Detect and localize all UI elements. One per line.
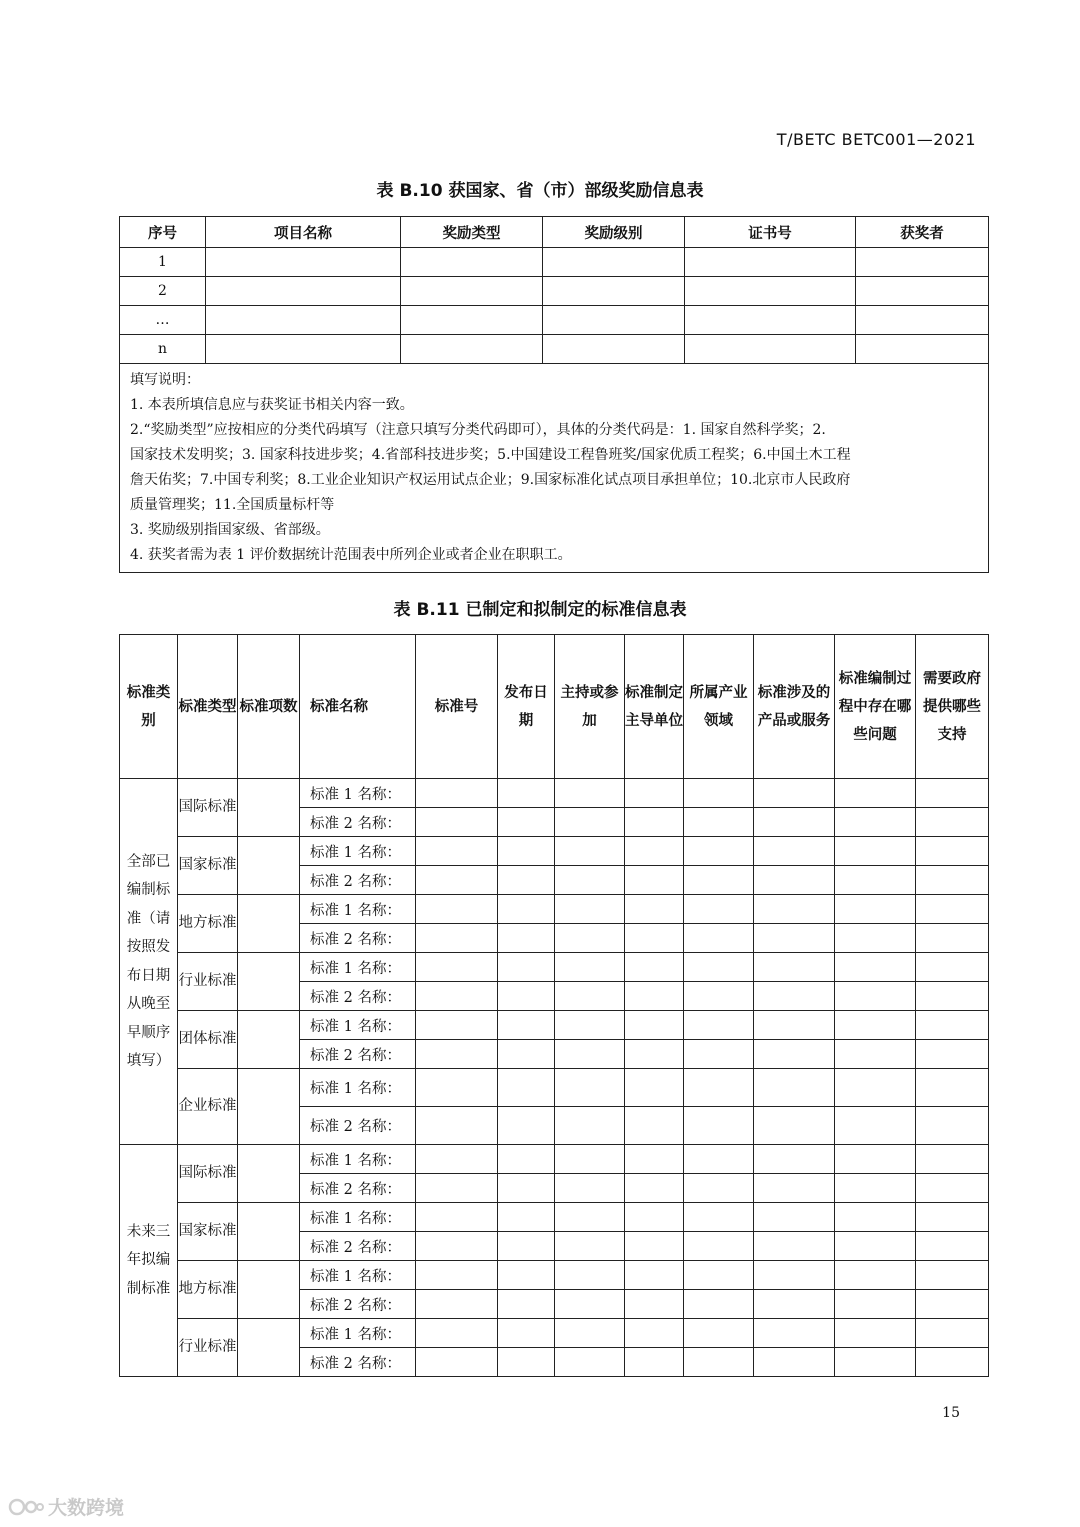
table-cell[interactable] [206,277,401,306]
table-cell[interactable] [401,248,543,277]
watermark-logo-icon [8,1496,44,1518]
note-line: 詹天佑奖；7.中国专利奖；8.工业企业知识产权运用试点企业；9.国家标准化试点项目承担单位；10.北京市人民政府 [130,472,851,488]
table-cell[interactable] [856,248,989,277]
count-cell[interactable] [238,895,300,953]
standard-name-cell[interactable]: 标准 2 名称： [300,982,416,1011]
standard-name-cell[interactable]: 标准 1 名称： [300,837,416,866]
table-row [120,953,989,982]
type-cell: 地方标准 [178,1261,238,1319]
watermark [8,1493,124,1520]
type-cell: 行业标准 [178,953,238,1011]
header-cell: 标准制定主导单位 [625,635,684,779]
table-row [120,277,989,306]
header-cell: 标准编制过程中存在哪些问题 [835,635,916,779]
header-cell: 主持或参加 [555,635,625,779]
table-row [120,779,989,808]
table-row [120,1203,989,1232]
standard-name-cell[interactable]: 标准 2 名称： [300,1348,416,1377]
standard-name-cell[interactable]: 标准 1 名称： [300,779,416,808]
table-cell[interactable] [543,248,685,277]
table-row [120,1011,989,1040]
count-cell[interactable] [238,1319,300,1377]
count-cell[interactable] [238,953,300,1011]
standard-name-cell[interactable]: 标准 1 名称： [300,1145,416,1174]
table-cell[interactable] [543,306,685,335]
table-cell[interactable] [856,306,989,335]
table-cell[interactable] [206,335,401,364]
type-cell: 行业标准 [178,1319,238,1377]
type-cell: 国家标准 [178,837,238,895]
watermark-text: 大数跨境 [48,1497,125,1519]
header-cell: 标准项数 [238,635,300,779]
table-row [120,1319,989,1348]
note-line: 质量管理奖；11.全国质量标杆等 [130,497,335,513]
standard-name-cell[interactable]: 标准 2 名称： [300,1174,416,1203]
standard-name-cell[interactable]: 标准 2 名称： [300,1232,416,1261]
type-cell: 国际标准 [178,1145,238,1203]
type-cell: 团体标准 [178,1011,238,1069]
table-cell[interactable] [401,335,543,364]
standard-name-cell[interactable]: 标准 2 名称： [300,1290,416,1319]
header-cell: 奖励类型 [401,217,543,248]
table-row [120,1145,989,1174]
standard-name-cell[interactable]: 标准 1 名称： [300,953,416,982]
table-b10-title: 表 B.10 获国家、省（市）部级奖励信息表 [376,181,704,201]
table-row [120,837,989,866]
note-line: 国家技术发明奖；3. 国家科技进步奖；4.省部科技进步奖；5.中国建设工程鲁班奖/国家优质工程奖；6.中国土木工程 [130,447,851,463]
standard-name-cell[interactable]: 标准 1 名称： [300,1203,416,1232]
page-number: 15 [942,1405,960,1421]
type-cell: 地方标准 [178,895,238,953]
table-cell[interactable] [856,335,989,364]
header-cell: 标准名称 [300,635,416,779]
table-cell[interactable] [685,335,856,364]
standards-info-table [119,634,989,1377]
note-line: 2.“奖励类型”应按相应的分类代码填写（注意只填写分类代码即可），具体的分类代码是：1. 国家自然科学奖；2. [130,422,826,438]
note-line: 3. 奖励级别指国家级、省部级。 [130,522,330,538]
standard-name-cell[interactable]: 标准 1 名称： [300,1261,416,1290]
count-cell[interactable] [238,1145,300,1203]
document-code: T/BETC BETC001—2021 [776,130,976,149]
table-row [120,895,989,924]
header-cell: 标准类型 [178,635,238,779]
header-cell: 需要政府提供哪些支持 [916,635,989,779]
count-cell[interactable] [238,1069,300,1145]
type-cell: 国家标准 [178,1203,238,1261]
standard-name-cell[interactable]: 标准 2 名称： [300,808,416,837]
header-cell: 序号 [120,217,206,248]
standard-name-cell[interactable]: 标准 2 名称： [300,1040,416,1069]
category-cell: 全部已编制标准（请按照发布日期从晚至早顺序填写） [120,779,178,1145]
standard-name-cell[interactable]: 标准 1 名称： [300,1011,416,1040]
header-cell: 获奖者 [856,217,989,248]
note-line: 4. 获奖者需为表 1 评价数据统计范围表中所列企业或者企业在职职工。 [130,547,572,563]
count-cell[interactable] [238,1011,300,1069]
count-cell[interactable] [238,779,300,837]
table-cell[interactable] [543,277,685,306]
table-row [120,335,989,364]
header-cell: 标准号 [416,635,498,779]
table-header-row [120,635,989,779]
table-row [120,248,989,277]
table-cell[interactable] [401,306,543,335]
row-index: n [120,335,206,364]
table-header-row [120,217,989,248]
award-info-table [119,216,989,573]
header-cell: 项目名称 [206,217,401,248]
row-index: 2 [120,277,206,306]
header-cell: 标准类别 [120,635,178,779]
standard-name-cell[interactable]: 标准 2 名称： [300,1107,416,1145]
table-cell[interactable] [685,277,856,306]
standard-name-cell[interactable]: 标准 1 名称： [300,895,416,924]
standard-name-cell[interactable]: 标准 2 名称： [300,924,416,953]
count-cell[interactable] [238,1261,300,1319]
header-cell: 证书号 [685,217,856,248]
notes-row [120,364,989,573]
table-row [120,306,989,335]
table-row [120,1261,989,1290]
type-cell: 企业标准 [178,1069,238,1145]
standard-name-cell[interactable]: 标准 1 名称： [300,1319,416,1348]
type-cell: 国际标准 [178,779,238,837]
note-line: 1. 本表所填信息应与获奖证书相关内容一致。 [130,397,414,413]
table-row [120,1069,989,1107]
table-cell[interactable] [401,277,543,306]
header-cell: 奖励级别 [543,217,685,248]
header-cell: 所属产业领域 [684,635,754,779]
fill-instructions [120,364,989,573]
table-cell[interactable] [685,306,856,335]
table-cell[interactable] [206,306,401,335]
table-cell[interactable] [856,277,989,306]
note-heading: 填写说明： [130,372,200,388]
row-index: … [120,306,206,335]
category-cell: 未来三年拟编制标准 [120,1145,178,1377]
standard-name-cell[interactable]: 标准 2 名称： [300,866,416,895]
table-b11-title: 表 B.11 已制定和拟制定的标准信息表 [393,600,687,620]
table-cell[interactable] [206,248,401,277]
header-cell: 标准涉及的产品或服务 [754,635,835,779]
table-cell[interactable] [685,248,856,277]
count-cell[interactable] [238,837,300,895]
table-cell[interactable] [543,335,685,364]
standard-name-cell[interactable]: 标准 1 名称： [300,1069,416,1107]
count-cell[interactable] [238,1203,300,1261]
row-index: 1 [120,248,206,277]
header-cell: 发布日期 [498,635,555,779]
